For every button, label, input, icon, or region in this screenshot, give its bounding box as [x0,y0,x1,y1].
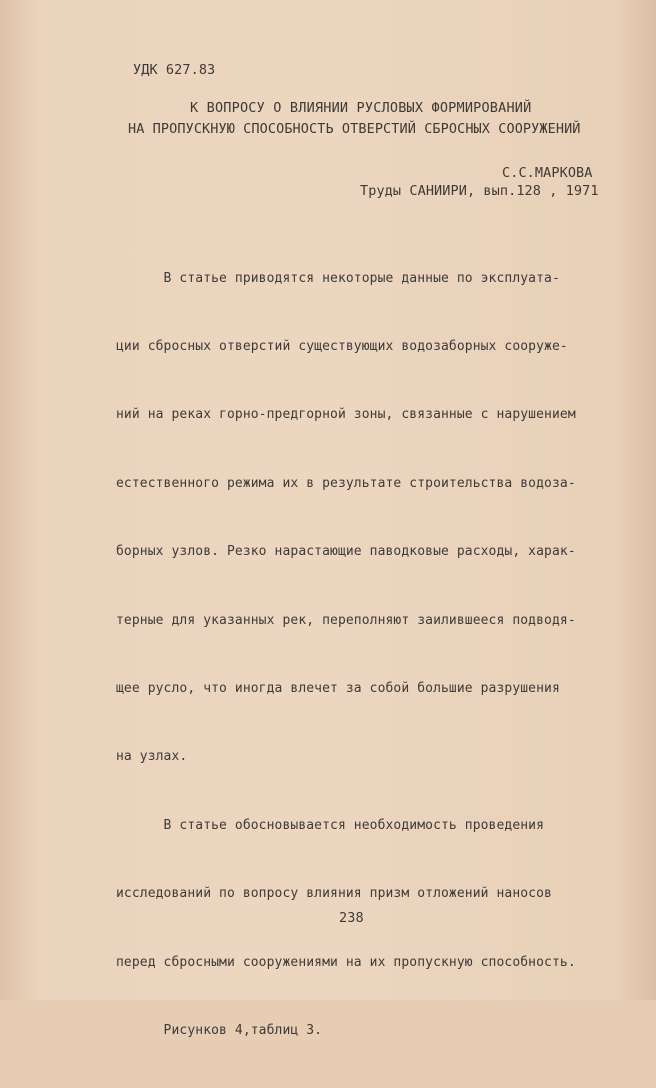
abstract-line: щее русло, что иногда влечет за собой большие разрушения [116,680,560,696]
abstract-line: борных узлов. Резко нарастающие паводковые расходы, харак- [116,544,576,560]
abstract-line: В статье обосновывается необходимость проведения [116,817,545,833]
abstract-line: на узлах. [116,749,188,765]
page-number: 238 [339,910,364,926]
abstract-line: исследований по вопросу влияния призм отложений наносов [116,886,552,902]
abstract-line: перед сбросными сооружениями на их пропускную способность. [116,954,576,970]
abstract-line: терные для указанных рек, переполняют заилившееся подводя- [116,612,576,628]
title-line-1: К ВОПРОСУ О ВЛИЯНИИ РУСЛОВЫХ ФОРМИРОВАНИЙ [190,100,532,116]
abstract-line: ции сбросных отверстий существующих водозаборных сооруже- [116,338,568,354]
abstract-line: В статье приводятся некоторые данные по эксплуата- [116,270,560,286]
udk-code: УДК 627.83 [133,62,216,78]
source-citation: Труды САНИИРИ, вып.128 , 1971 [360,183,599,199]
abstract-line: естественного режима их в результате строительства водоза- [116,475,576,491]
abstract [116,222,621,1088]
figures-tables-count: Рисунков 4,таблиц 3. [116,1022,323,1038]
author-name: С.С.МАРКОВА [502,165,593,181]
abstract-line: ний на реках горно-предгорной зоны, связанные с нарушением [116,407,576,423]
title-line-2: НА ПРОПУСКНУЮ СПОСОБНОСТЬ ОТВЕРСТИЙ СБРОСНЫХ СООРУЖЕНИЙ [128,121,581,137]
